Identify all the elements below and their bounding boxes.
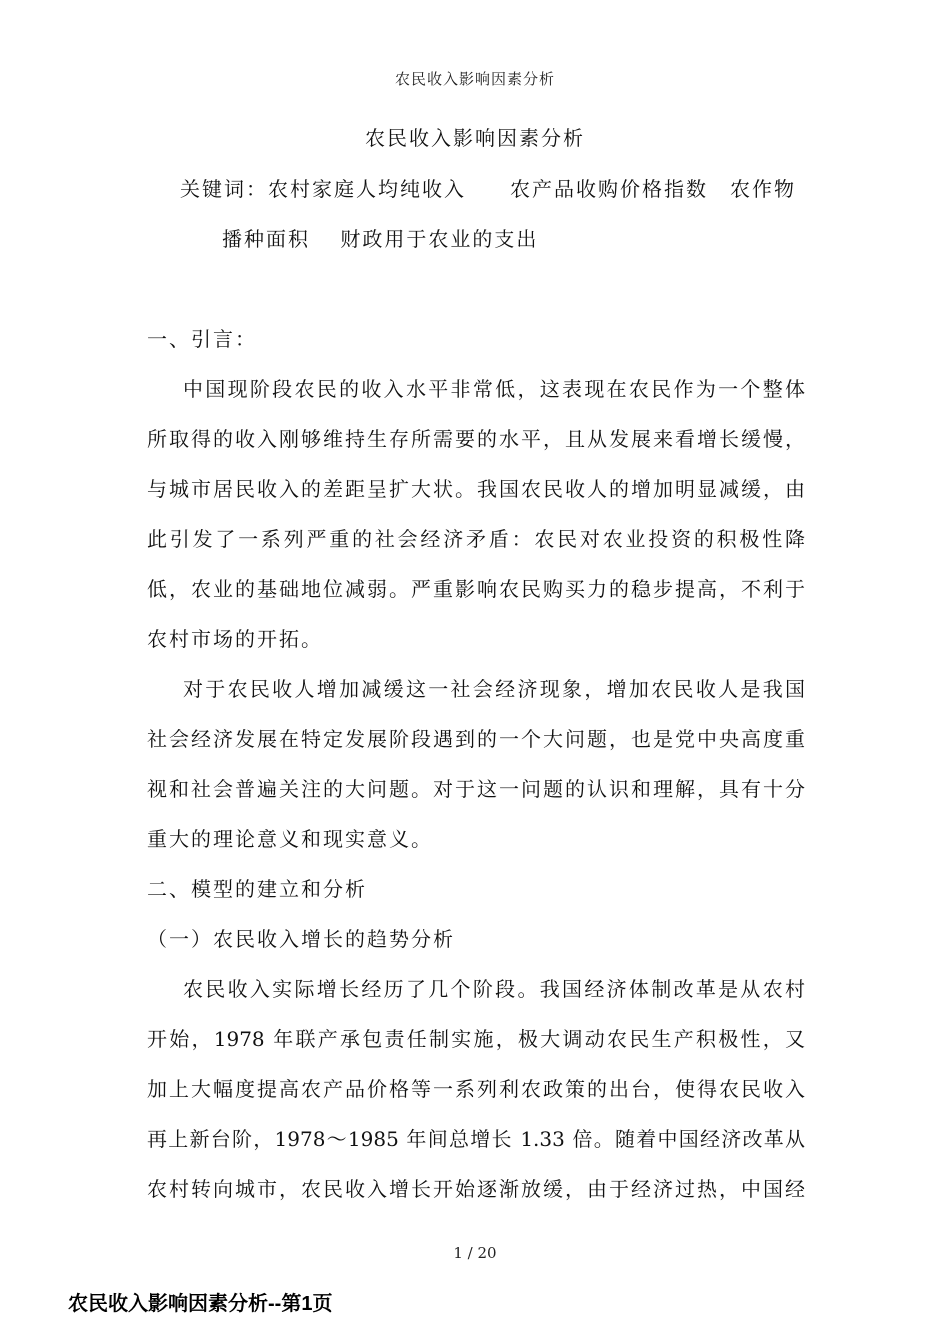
paragraph-line: 中国现阶段农民的收入水平非常低，这表现在农民作为一个整体 (183, 377, 805, 401)
paragraph-line: 加上大幅度提高农产品价格等一系列利农政策的出台，使得农民收入 (147, 1077, 805, 1101)
paragraph-line: 此引发了一系列严重的社会经济矛盾：农民对农业投资的积极性降 (147, 527, 805, 551)
section-heading-model: 二、模型的建立和分析 (147, 877, 367, 901)
keywords-line-2: 播种面积 财政用于农业的支出 (222, 227, 539, 251)
paragraph-line: 视和社会普遍关注的大问题。对于这一问题的认识和理解，具有十分 (147, 777, 805, 801)
paragraph-line: 对于农民收人增加减缓这一社会经济现象，增加农民收人是我国 (183, 677, 805, 701)
paragraph-line: 社会经济发展在特定发展阶段遇到的一个大问题，也是党中央高度重 (147, 727, 805, 751)
paragraph-line: 与城市居民收入的差距呈扩大状。我国农民收人的增加明显减缓，由 (147, 477, 805, 501)
page-label: 农民收入影响因素分析--第1页 (68, 1293, 333, 1315)
paragraph-line: 农村转向城市，农民收入增长开始逐渐放缓，由于经济过热，中国经 (147, 1177, 805, 1201)
running-header: 农民收入影响因素分析 (394, 70, 555, 88)
page-number: 1 / 20 (453, 1244, 497, 1262)
subsection-heading-trend: （一）农民收入增长的趋势分析 (147, 927, 455, 951)
paragraph-line: 开始，1978 年联产承包责任制实施，极大调动农民生产积极性，又 (147, 1027, 805, 1051)
paragraph-line: 农村市场的开拓。 (147, 627, 323, 651)
paragraph-line: 重大的理论意义和现实意义。 (147, 827, 433, 851)
paragraph-line: 农民收入实际增长经历了几个阶段。我国经济体制改革是从农村 (183, 977, 805, 1001)
document-title: 农民收入影响因素分析 (365, 126, 585, 150)
paragraph-line: 再上新台阶，1978～1985 年间总增长 1.33 倍。随着中国经济改革从 (147, 1127, 805, 1151)
keywords-line-1: 关键词：农村家庭人均纯收入 农产品收购价格指数 农作物 (180, 177, 796, 201)
paragraph-line: 所取得的收入刚够维持生存所需要的水平，且从发展来看增长缓慢， (147, 427, 805, 451)
paragraph-line: 低，农业的基础地位减弱。严重影响农民购买力的稳步提高，不利于 (147, 577, 805, 601)
section-heading-introduction: 一、引言： (147, 327, 257, 351)
